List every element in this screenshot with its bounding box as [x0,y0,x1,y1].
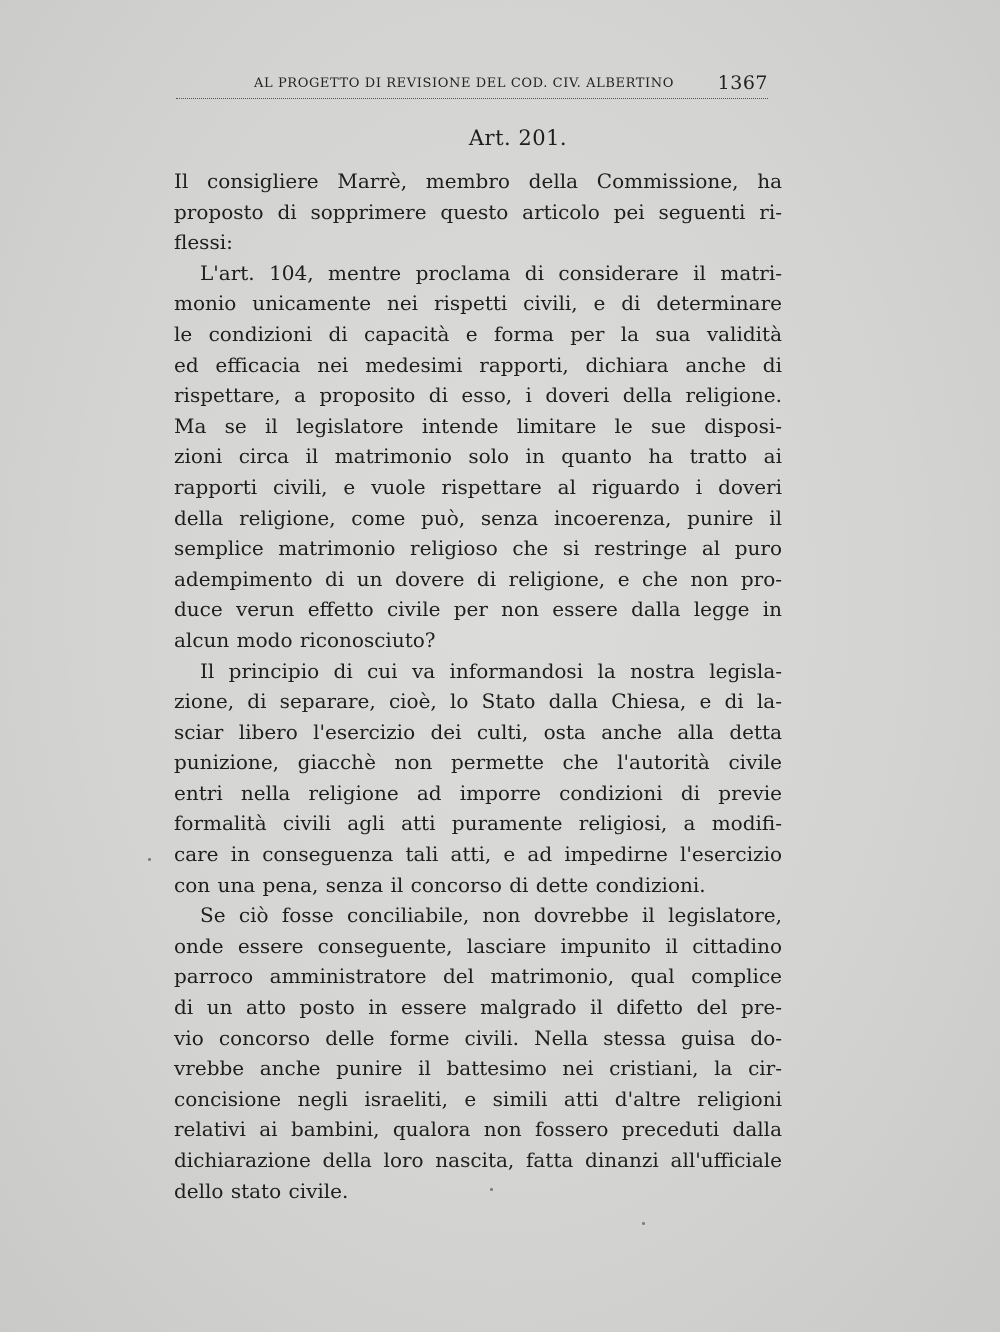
body-line: vrebbe anche punire il battesimo nei cristiani, la cir- [174,1056,782,1081]
running-head [176,72,768,100]
body-line: zione, di separare, cioè, lo Stato dalla Chiesa, e di la- [174,689,782,714]
body-line: care in conseguenza tali atti, e ad impedirne l'esercizio [174,842,782,867]
article-heading-text: Art. 201. [468,126,568,150]
body-line: flessi: [174,230,233,255]
body-line: punizione, giacchè non permette che l'autorità civile [174,750,782,775]
body-line: con una pena, senza il concorso di dette condizioni. [174,872,706,897]
body-line: onde essere conseguente, lasciare impunito il cittadino [174,933,782,958]
body-line: adempimento di un dovere di religione, e che non pro- [174,566,782,591]
header-dotted-rule [176,98,768,99]
body-line: alcun modo riconosciuto? [174,627,436,652]
body-line: le condizioni di capacità e forma per la sua validità [174,321,782,346]
body-line: vio concorso delle forme civili. Nella stessa guisa do- [174,1025,782,1050]
body-line: parroco amministratore del matrimonio, qual complice [174,964,782,989]
body-line: zioni circa il matrimonio solo in quanto ha tratto ai [174,444,782,469]
body-line: Se ciò fosse conciliabile, non dovrebbe il legislatore, [200,903,782,928]
body-line: della religione, come può, senza incoerenza, punire il [174,505,782,530]
body-line: relativi ai bambini, qualora non fossero preceduti dalla [174,1117,782,1142]
paper-speck [148,858,151,861]
body-line: rapporti civili, e vuole rispettare al riguardo i doveri [174,474,782,499]
body-line: entri nella religione ad imporre condizioni di previe [174,780,782,805]
body-line: Ma se il legislatore intende limitare le sue disposi- [174,413,782,438]
body-line: proposto di sopprimere questo articolo pei seguenti ri- [174,199,782,224]
body-line: Il consigliere Marrè, membro della Commissione, ha [174,169,782,193]
body-line: monio unicamente nei rispetti civili, e di determinare [174,291,782,316]
body-line: Il principio di cui va informandosi la nostra legisla- [200,658,782,683]
body-line: concisione negli israeliti, e simili atti d'altre religioni [174,1086,782,1111]
body-line: dello stato civile. [174,1178,349,1203]
body-line: dichiarazione della loro nascita, fatta dinanzi all'ufficiale [174,1148,782,1172]
paper-speck [642,1222,645,1225]
body-line: rispettare, a proposito di esso, i doveri della religione. [174,383,782,408]
article-body [174,166,782,1206]
body-line: sciar libero l'esercizio dei culti, osta anche alla detta [174,719,782,744]
body-line: semplice matrimonio religioso che si restringe al puro [174,536,782,561]
body-line: L'art. 104, mentre proclama di considerare il matri- [200,260,782,285]
paper-speck [490,1188,493,1191]
running-title: AL PROGETTO DI REVISIONE DEL COD. CIV. ALBERTINO [254,76,675,91]
body-line: duce verun effetto civile per non essere dalla legge in [174,597,782,622]
page-number: 1367 [717,72,768,94]
body-line: di un atto posto in essere malgrado il difetto del pre- [174,995,782,1020]
body-line: ed efficacia nei medesimi rapporti, dichiara anche di [174,352,782,377]
article-heading [0,126,1000,150]
body-line: formalità civili agli atti puramente religiosi, a modifi- [174,811,782,836]
